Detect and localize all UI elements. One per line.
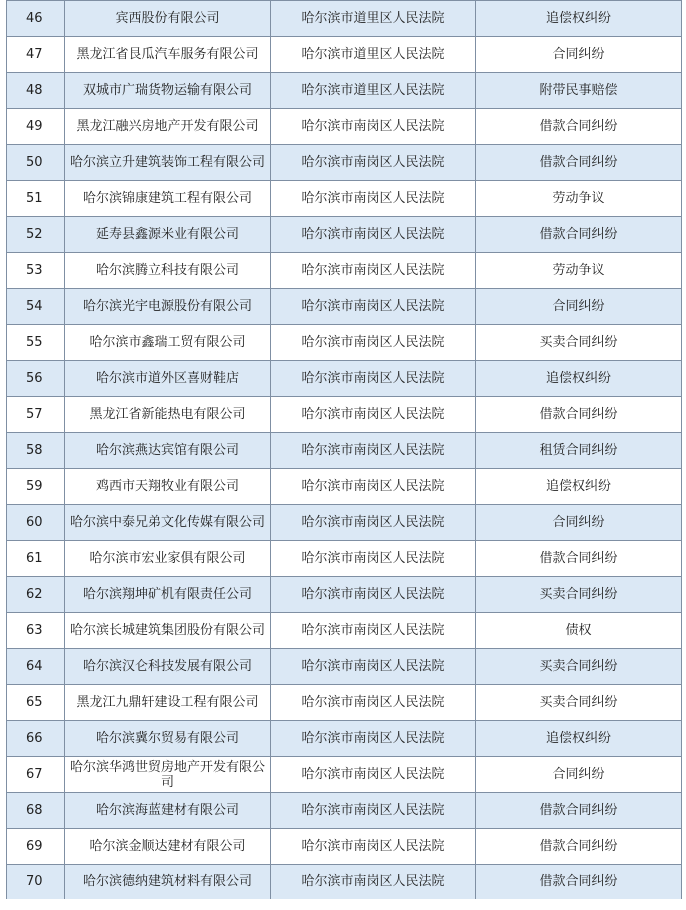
company-name-cell: 哈尔滨长城建筑集团股份有限公司: [65, 613, 271, 649]
company-name-cell: 黑龙江省新能热电有限公司: [65, 397, 271, 433]
case-type-cell: 借款合同纠纷: [476, 865, 682, 899]
company-name-cell: 哈尔滨锦康建筑工程有限公司: [65, 181, 271, 217]
row-number-cell: 64: [7, 649, 65, 685]
company-name-cell: 哈尔滨海蓝建材有限公司: [65, 793, 271, 829]
company-name-cell: 哈尔滨冀尔贸易有限公司: [65, 721, 271, 757]
case-type-cell: 劳动争议: [476, 253, 682, 289]
court-name-cell: 哈尔滨市南岗区人民法院: [271, 577, 476, 613]
court-name-cell: 哈尔滨市南岗区人民法院: [271, 541, 476, 577]
table-row: [7, 721, 682, 757]
court-name-cell: 哈尔滨市南岗区人民法院: [271, 145, 476, 181]
case-type-cell: 买卖合同纠纷: [476, 685, 682, 721]
case-type-cell: 附带民事赔偿: [476, 73, 682, 109]
court-name-cell: 哈尔滨市南岗区人民法院: [271, 181, 476, 217]
company-name-cell: 哈尔滨汉仑科技发展有限公司: [65, 649, 271, 685]
court-name-cell: 哈尔滨市南岗区人民法院: [271, 325, 476, 361]
row-number-cell: 53: [7, 253, 65, 289]
company-name-cell: 鸡西市天翔牧业有限公司: [65, 469, 271, 505]
row-number-cell: 54: [7, 289, 65, 325]
company-name-cell: 哈尔滨市鑫瑞工贸有限公司: [65, 325, 271, 361]
table-row: [7, 433, 682, 469]
company-name-cell: 黑龙江省艮瓜汽车服务有限公司: [65, 37, 271, 73]
table-row: [7, 37, 682, 73]
case-type-cell: 合同纠纷: [476, 289, 682, 325]
row-number-cell: 70: [7, 865, 65, 899]
table-row: [7, 361, 682, 397]
case-type-cell: 劳动争议: [476, 181, 682, 217]
company-name-cell: 哈尔滨市道外区喜财鞋店: [65, 361, 271, 397]
table-row: [7, 541, 682, 577]
table-row: [7, 649, 682, 685]
case-type-cell: 合同纠纷: [476, 757, 682, 793]
company-name-cell: 哈尔滨德纳建筑材料有限公司: [65, 865, 271, 899]
table-row: [7, 289, 682, 325]
row-number-cell: 48: [7, 73, 65, 109]
records-table: [6, 0, 682, 899]
case-type-cell: 借款合同纠纷: [476, 217, 682, 253]
table-row: [7, 793, 682, 829]
court-name-cell: 哈尔滨市道里区人民法院: [271, 73, 476, 109]
table-row: [7, 829, 682, 865]
court-name-cell: 哈尔滨市南岗区人民法院: [271, 469, 476, 505]
company-name-cell: 哈尔滨翔坤矿机有限责任公司: [65, 577, 271, 613]
table-row: [7, 397, 682, 433]
case-type-cell: 追偿权纠纷: [476, 361, 682, 397]
row-number-cell: 55: [7, 325, 65, 361]
court-name-cell: 哈尔滨市南岗区人民法院: [271, 109, 476, 145]
table-row: [7, 613, 682, 649]
case-type-cell: 债权: [476, 613, 682, 649]
court-name-cell: 哈尔滨市南岗区人民法院: [271, 397, 476, 433]
row-number-cell: 61: [7, 541, 65, 577]
court-name-cell: 哈尔滨市南岗区人民法院: [271, 649, 476, 685]
court-name-cell: 哈尔滨市南岗区人民法院: [271, 505, 476, 541]
table-row: [7, 181, 682, 217]
row-number-cell: 46: [7, 1, 65, 37]
court-name-cell: 哈尔滨市南岗区人民法院: [271, 289, 476, 325]
row-number-cell: 62: [7, 577, 65, 613]
case-type-cell: 合同纠纷: [476, 37, 682, 73]
table-row: [7, 73, 682, 109]
row-number-cell: 52: [7, 217, 65, 253]
row-number-cell: 50: [7, 145, 65, 181]
table-row: [7, 253, 682, 289]
case-type-cell: 追偿权纠纷: [476, 721, 682, 757]
row-number-cell: 47: [7, 37, 65, 73]
court-name-cell: 哈尔滨市南岗区人民法院: [271, 829, 476, 865]
company-name-cell: 哈尔滨光宇电源股份有限公司: [65, 289, 271, 325]
court-name-cell: 哈尔滨市南岗区人民法院: [271, 757, 476, 793]
case-type-cell: 借款合同纠纷: [476, 109, 682, 145]
row-number-cell: 60: [7, 505, 65, 541]
court-name-cell: 哈尔滨市南岗区人民法院: [271, 253, 476, 289]
table-row: [7, 145, 682, 181]
company-name-cell: 哈尔滨中泰兄弟文化传媒有限公司: [65, 505, 271, 541]
table-row: [7, 505, 682, 541]
case-type-cell: 追偿权纠纷: [476, 1, 682, 37]
table-row: [7, 325, 682, 361]
case-type-cell: 借款合同纠纷: [476, 397, 682, 433]
company-name-cell: 宾西股份有限公司: [65, 1, 271, 37]
case-type-cell: 借款合同纠纷: [476, 793, 682, 829]
table-row: [7, 757, 682, 793]
case-type-cell: 买卖合同纠纷: [476, 577, 682, 613]
company-name-cell: 哈尔滨金顺达建材有限公司: [65, 829, 271, 865]
table-row: [7, 865, 682, 899]
company-name-cell: 哈尔滨立升建筑装饰工程有限公司: [65, 145, 271, 181]
company-name-cell: 双城市广瑞货物运输有限公司: [65, 73, 271, 109]
row-number-cell: 65: [7, 685, 65, 721]
case-type-cell: 追偿权纠纷: [476, 469, 682, 505]
company-name-cell: 延寿县鑫源米业有限公司: [65, 217, 271, 253]
court-name-cell: 哈尔滨市南岗区人民法院: [271, 361, 476, 397]
row-number-cell: 66: [7, 721, 65, 757]
table-row: [7, 1, 682, 37]
company-name-cell: 哈尔滨华鸿世贸房地产开发有限公司: [65, 757, 271, 793]
case-type-cell: 租赁合同纠纷: [476, 433, 682, 469]
row-number-cell: 59: [7, 469, 65, 505]
row-number-cell: 56: [7, 361, 65, 397]
row-number-cell: 51: [7, 181, 65, 217]
court-name-cell: 哈尔滨市道里区人民法院: [271, 37, 476, 73]
case-type-cell: 买卖合同纠纷: [476, 649, 682, 685]
case-type-cell: 合同纠纷: [476, 505, 682, 541]
table-row: [7, 217, 682, 253]
court-name-cell: 哈尔滨市道里区人民法院: [271, 1, 476, 37]
court-name-cell: 哈尔滨市南岗区人民法院: [271, 793, 476, 829]
court-name-cell: 哈尔滨市南岗区人民法院: [271, 217, 476, 253]
case-type-cell: 买卖合同纠纷: [476, 325, 682, 361]
row-number-cell: 57: [7, 397, 65, 433]
row-number-cell: 69: [7, 829, 65, 865]
court-name-cell: 哈尔滨市南岗区人民法院: [271, 865, 476, 899]
row-number-cell: 67: [7, 757, 65, 793]
records-table-body: [7, 1, 682, 899]
court-name-cell: 哈尔滨市南岗区人民法院: [271, 433, 476, 469]
court-name-cell: 哈尔滨市南岗区人民法院: [271, 685, 476, 721]
table-row: [7, 685, 682, 721]
row-number-cell: 49: [7, 109, 65, 145]
case-type-cell: 借款合同纠纷: [476, 541, 682, 577]
row-number-cell: 58: [7, 433, 65, 469]
row-number-cell: 63: [7, 613, 65, 649]
company-name-cell: 哈尔滨市宏业家俱有限公司: [65, 541, 271, 577]
company-name-cell: 哈尔滨腾立科技有限公司: [65, 253, 271, 289]
table-row: [7, 469, 682, 505]
row-number-cell: 68: [7, 793, 65, 829]
company-name-cell: 哈尔滨燕达宾馆有限公司: [65, 433, 271, 469]
company-name-cell: 黑龙江融兴房地产开发有限公司: [65, 109, 271, 145]
table-row: [7, 109, 682, 145]
table-row: [7, 577, 682, 613]
court-name-cell: 哈尔滨市南岗区人民法院: [271, 613, 476, 649]
company-name-cell: 黑龙江九鼎轩建设工程有限公司: [65, 685, 271, 721]
court-name-cell: 哈尔滨市南岗区人民法院: [271, 721, 476, 757]
case-type-cell: 借款合同纠纷: [476, 145, 682, 181]
case-type-cell: 借款合同纠纷: [476, 829, 682, 865]
